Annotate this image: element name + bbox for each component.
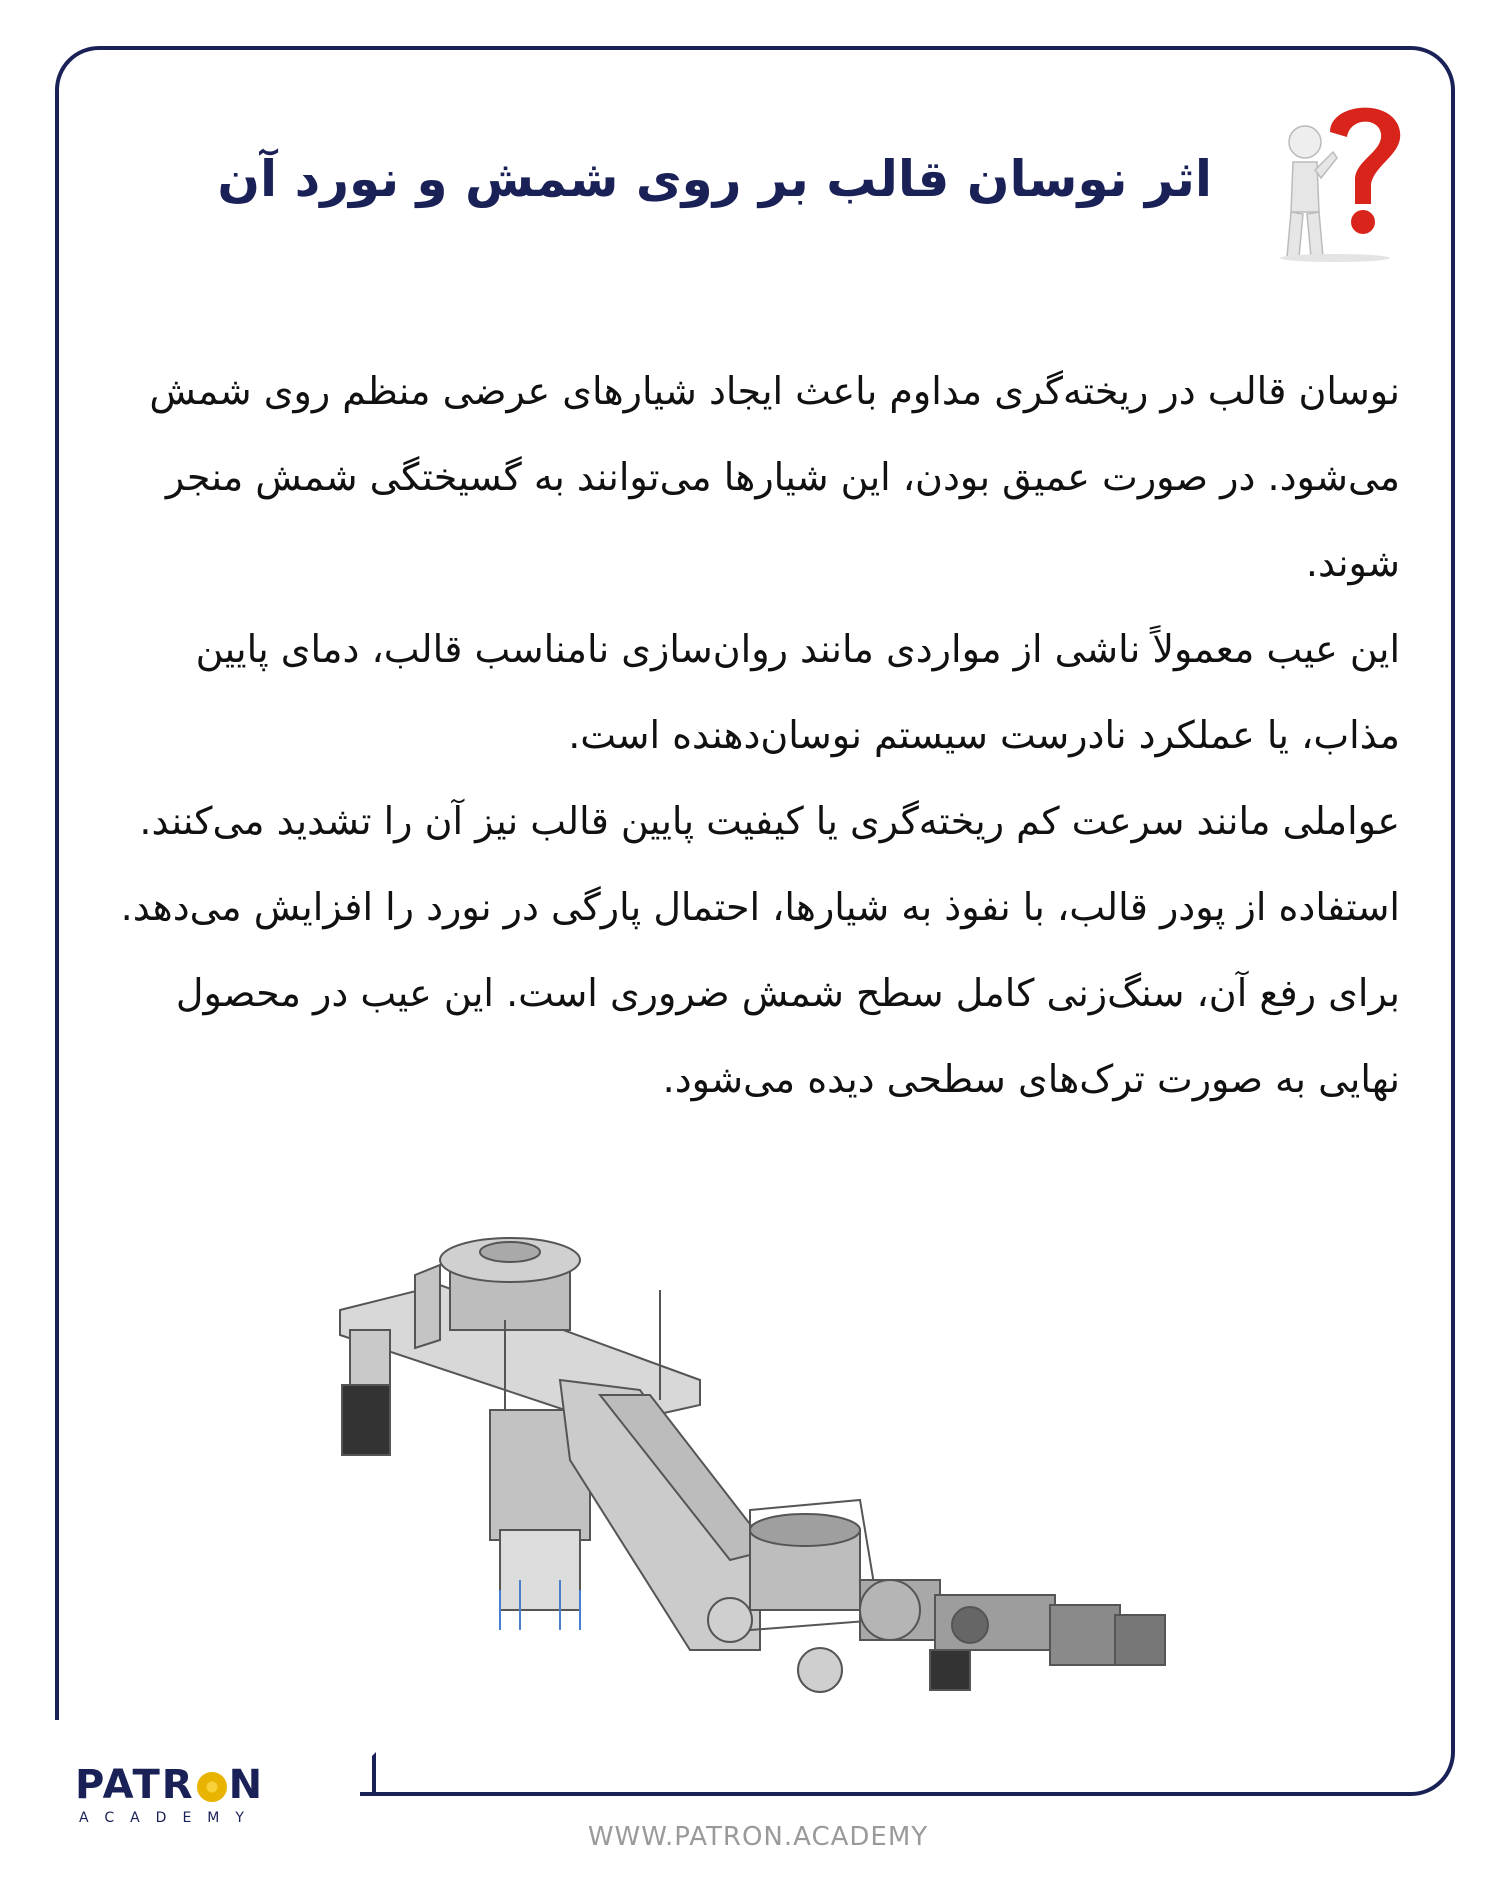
logo-part2: N <box>228 1762 265 1808</box>
logo-part1: PATR <box>75 1762 195 1808</box>
paragraph-2: این عیب معمولاً ناشی از مواردی مانند روان‌سازی نامناسب قالب، دمای پایین مذاب، یا عملکرد نادرست سیستم نوسان‌دهنده است. <box>195 627 1400 757</box>
logo-wordmark <box>75 1762 335 1808</box>
paragraph-1: نوسان قالب در ریخته‌گری مداوم باعث ایجاد شیارهای عرضی منظم روی شمش می‌شود. در صورت عمیق بودن، این شیارها می‌توانند به گسیختگی شمش منجر شوند. <box>149 369 1400 585</box>
frame-footer-curve <box>330 1752 376 1796</box>
mold-oscillator-illustration <box>320 1230 1210 1750</box>
question-mark-person-icon <box>1275 92 1410 262</box>
paragraph-4: استفاده از پودر قالب، با نفوذ به شیارها، احتمال پارگی در نورد را افزایش می‌دهد. برای رفع آن، سنگ‌زنی کامل سطح شمش ضروری است. این عیب در محصول نهایی به صورت ترک‌های سطحی دیده می‌شود. <box>120 885 1400 1101</box>
body-text <box>90 348 1400 1122</box>
page-title: اثر نوسان قالب بر روی شمش و نورد آن <box>217 150 1212 208</box>
patron-academy-logo <box>75 1762 335 1826</box>
logo-subtitle: ACADEMY <box>79 1810 260 1826</box>
paragraph-3: عواملی مانند سرعت کم ریخته‌گری یا کیفیت پایین قالب نیز آن را تشدید می‌کنند. <box>139 799 1400 843</box>
website-url[interactable]: WWW.PATRON.ACADEMY <box>587 1822 929 1852</box>
logo-gear-icon <box>197 1772 227 1802</box>
